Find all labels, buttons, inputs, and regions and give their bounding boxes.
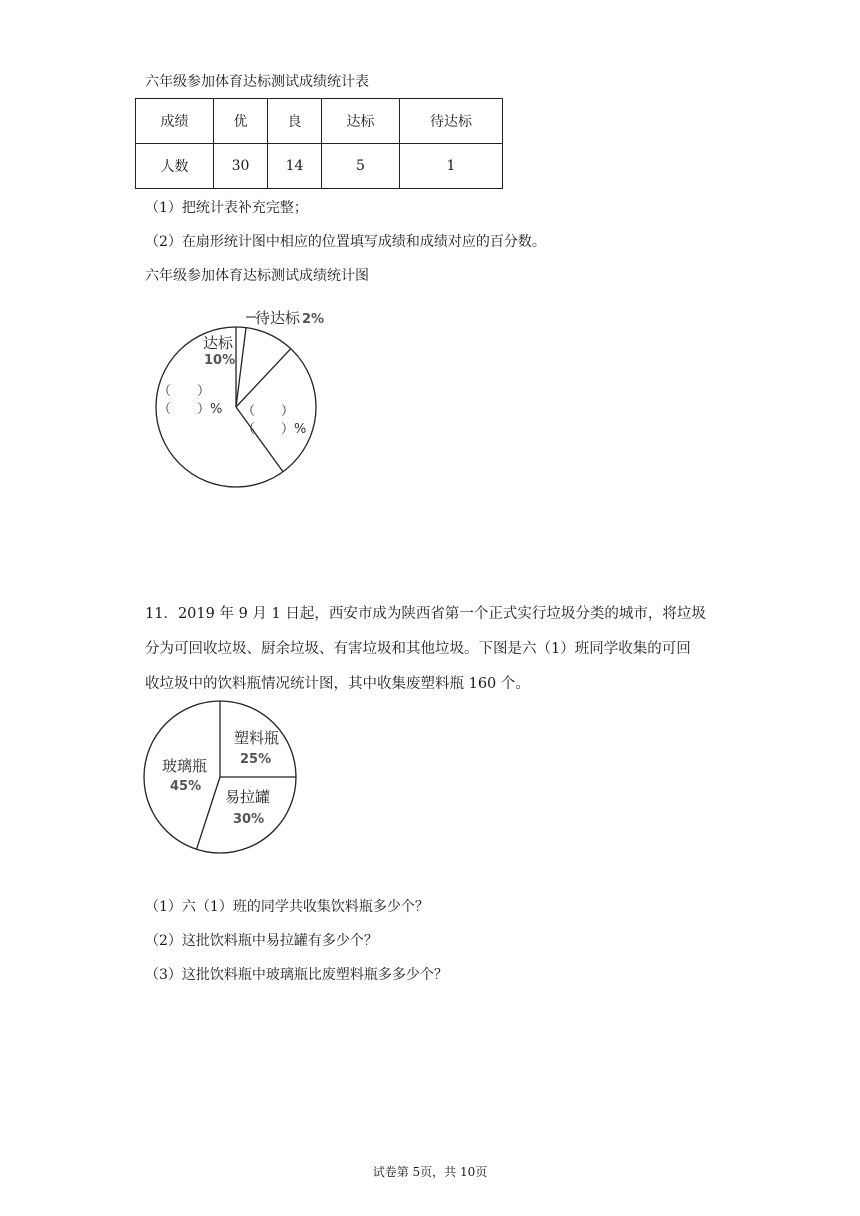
slice-percent-pass: 10%	[204, 353, 236, 368]
slice-percent-can: 30%	[233, 812, 265, 827]
score-pie-chart	[140, 295, 360, 505]
question-2: （2）这批饮料瓶中易拉罐有多少个？	[145, 933, 378, 949]
table-title: 六年级参加体育达标测试成绩统计表	[145, 74, 369, 90]
problem-text-line-3: 收垃圾中的饮料瓶情况统计图，其中收集废塑料瓶 160 个。	[145, 676, 530, 692]
slice-label-pass: 达标	[203, 334, 234, 352]
slice-label-glass: 玻璃瓶	[162, 757, 208, 775]
question-2: （2）在扇形统计图中相应的位置填写成绩和成绩对应的百分数。	[145, 234, 546, 250]
question-1: （1）把统计表补充完整；	[145, 200, 308, 216]
question-1: （1）六（1）班的同学共收集饮料瓶多少个？	[145, 899, 429, 915]
table-cell: 待达标	[400, 99, 503, 144]
table-cell: 优	[214, 99, 268, 144]
table-row	[136, 144, 503, 189]
table-cell: 达标	[322, 99, 400, 144]
slice-percent-blank-excellent: （ ）%	[242, 422, 307, 437]
slice-percent-pending: 2%	[302, 312, 325, 327]
slice-label-blank-good: （ ）	[158, 384, 211, 399]
table-cell: 成绩	[136, 99, 214, 144]
table-cell: 人数	[136, 144, 214, 189]
slice-label-pending: 待达标	[255, 309, 301, 327]
table-cell: 1	[400, 144, 503, 189]
slice-label-blank-excellent: （ ）	[242, 404, 295, 419]
chart-title: 六年级参加体育达标测试成绩统计图	[145, 268, 369, 284]
table-cell: 5	[322, 144, 400, 189]
slice-percent-blank-good: （ ）%	[158, 402, 223, 417]
page-footer: 试卷第 5页，共 10页	[372, 1165, 488, 1179]
pie-slices	[144, 701, 296, 853]
table-cell: 良	[268, 99, 322, 144]
table-cell: 14	[268, 144, 322, 189]
question-3: （3）这批饮料瓶中玻璃瓶比废塑料瓶多多少个？	[145, 967, 448, 983]
score-table	[135, 98, 503, 189]
slice-percent-plastic: 25%	[240, 752, 272, 767]
slice-label-can: 易拉罐	[225, 788, 271, 806]
table-header-row	[136, 99, 503, 144]
slice-percent-glass: 45%	[170, 779, 202, 794]
table-cell: 30	[214, 144, 268, 189]
problem-text-line-2: 分为可回收垃圾、厨余垃圾、有害垃圾和其他垃圾。下图是六（1）班同学收集的可回	[145, 641, 691, 657]
bottle-pie-chart	[140, 695, 310, 860]
problem-text-line-1: 11．2019 年 9 月 1 日起，西安市成为陕西省第一个正式实行垃圾分类的城市，将垃圾	[145, 606, 706, 622]
slice-label-plastic: 塑料瓶	[234, 729, 280, 747]
